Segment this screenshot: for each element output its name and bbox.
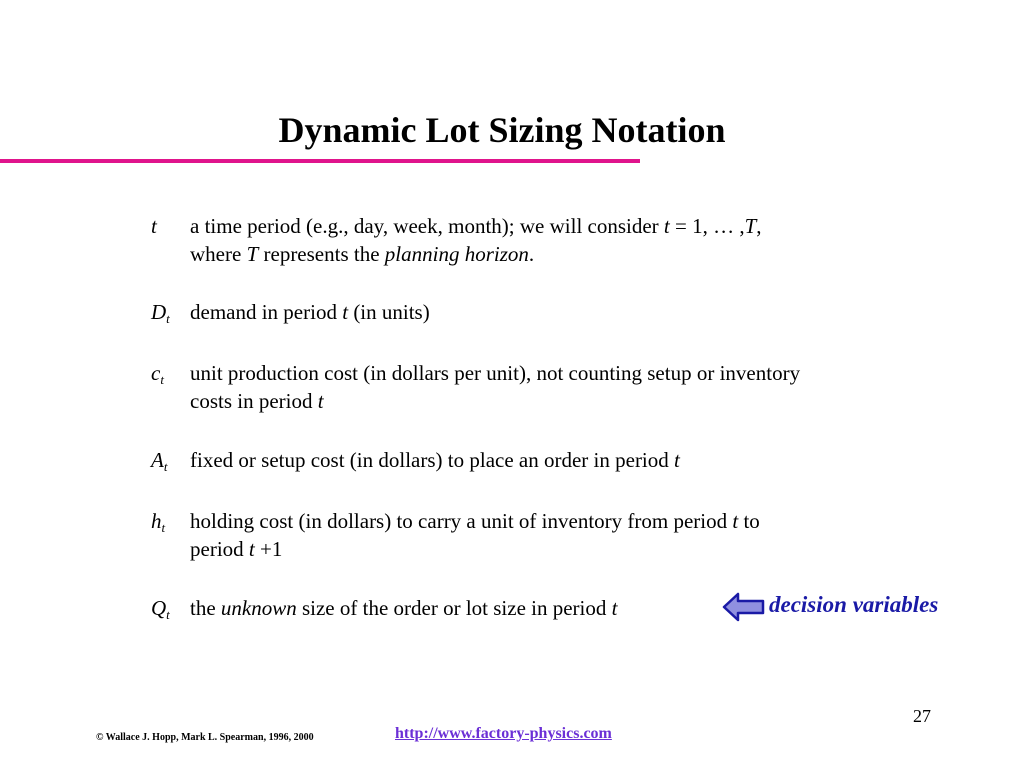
definition-unit-cost-line2: costs in period t [190,389,324,413]
decision-variables-callout: decision variables [769,592,939,617]
definition-holding-cost-line2: period t +1 [190,537,283,561]
symbol-holding-cost: $h_t$ [151,509,166,535]
symbol-setup-cost: $A_t$ [151,448,168,474]
definition-t-line2: where T represents the planning horizon. [190,242,535,266]
definition-holding-cost [190,507,950,563]
title-underline-rule [0,159,640,163]
left-arrow-icon [722,590,766,624]
copyright-notice: © Wallace J. Hopp, Mark L. Spearman, 1996, 2000 [96,732,314,743]
definition-unit-cost-line1: unit production cost (in dollars per unit), not counting setup or inventory [190,361,801,385]
symbol-order-size: $Q_t$ [151,596,170,622]
symbol-t: t [151,214,157,238]
definition-holding-cost-line1: holding cost (in dollars) to carry a unit of inventory from period t to [190,509,760,533]
symbol-unit-cost: $c_t$ [151,361,164,387]
definition-order-size: the unknown size of the order or lot size in period t [190,596,618,620]
definition-unit-cost [190,359,950,415]
page-number: 27 [913,706,931,726]
definition-setup-cost: fixed or setup cost (in dollars) to place an order in period t [190,448,680,472]
slide-title: Dynamic Lot Sizing Notation [278,110,726,150]
definition-t-line1: a time period (e.g., day, week, month); we will consider t = 1, … ,T, [190,214,762,238]
factory-physics-link[interactable]: http://www.factory-physics.com [395,725,612,742]
definition-t [190,212,950,268]
symbol-demand: $D_t$ [151,300,170,326]
definition-demand: demand in period t (in units) [190,300,430,324]
